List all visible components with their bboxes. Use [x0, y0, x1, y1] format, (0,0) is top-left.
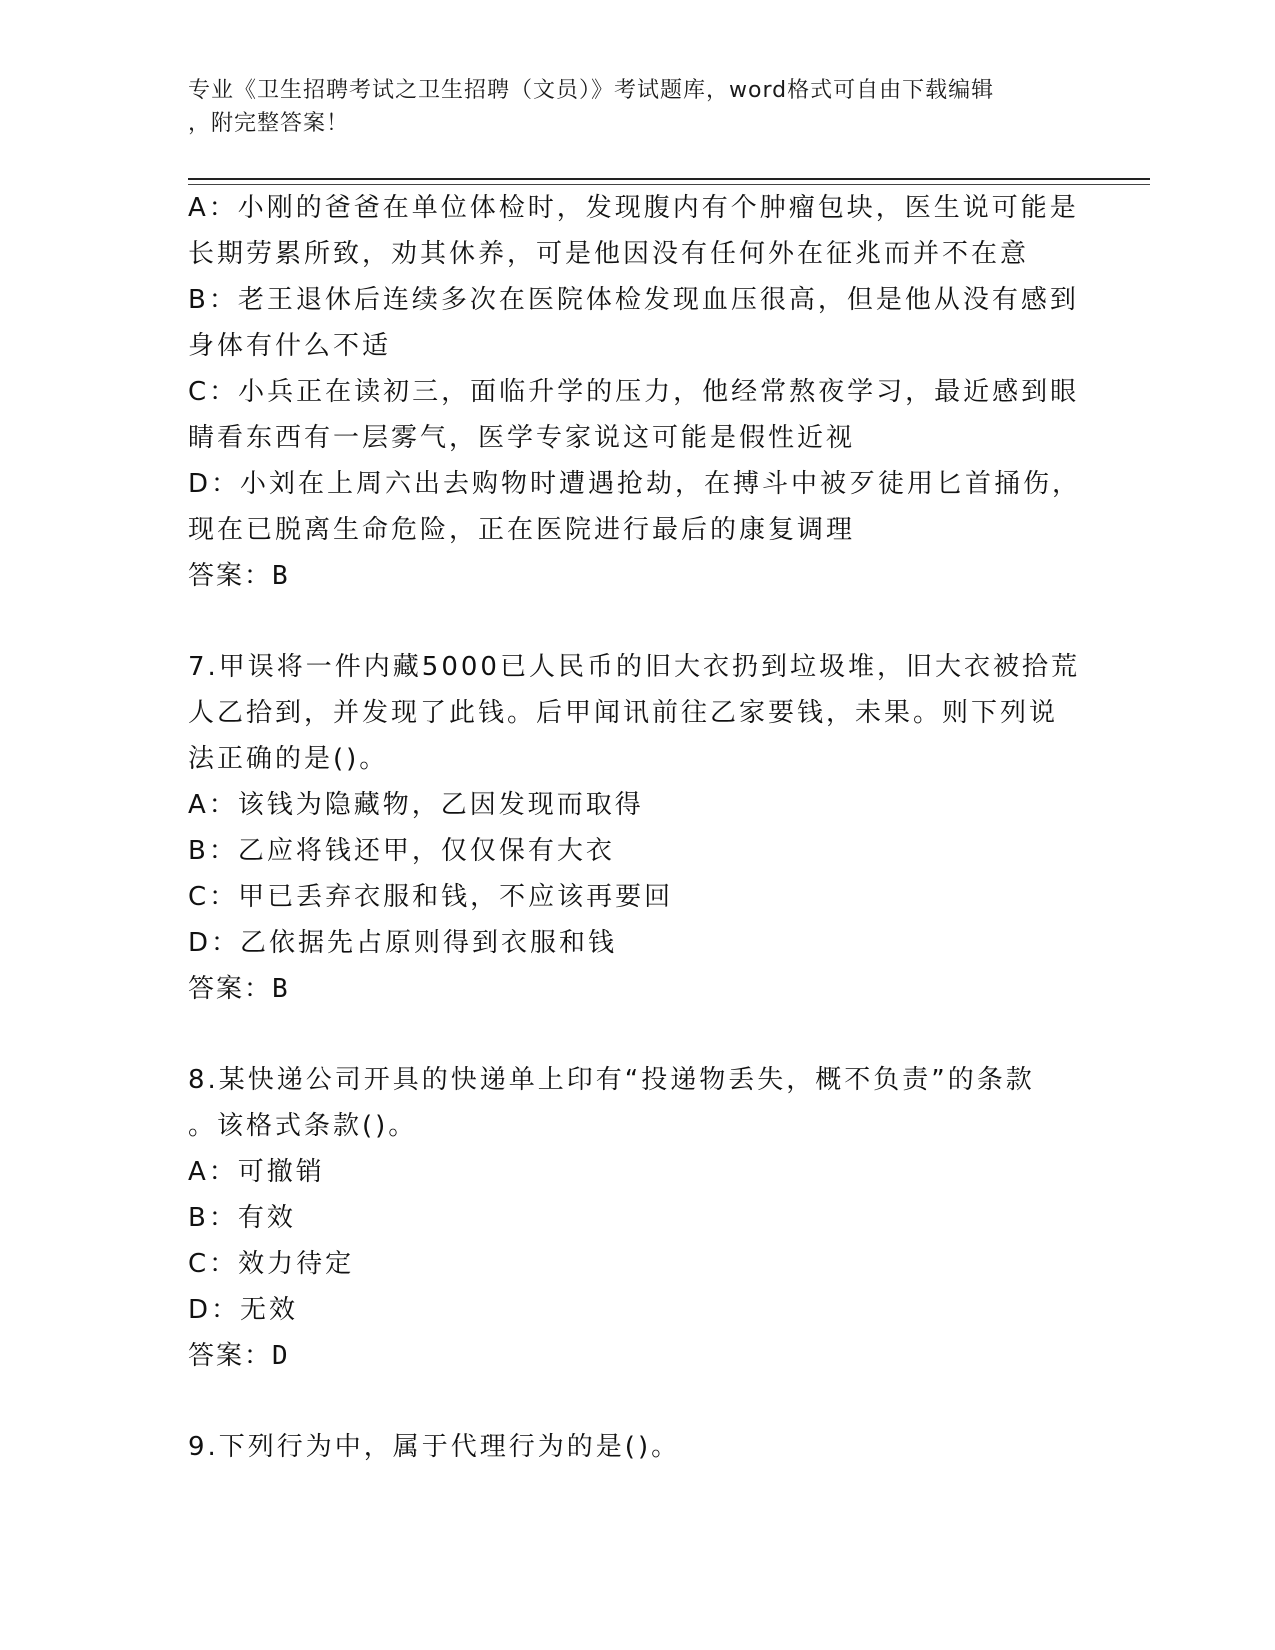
q6-option-b-line-2: 身体有什么不适: [188, 331, 392, 361]
q8-stem-line-1: 8.某快递公司开具的快递单上印有“投递物丢失，概不负责”的条款: [188, 1065, 1035, 1095]
q6-option-b-line-1: B：老王退休后连续多次在医院体检发现血压很高，但是他从没有感到: [188, 285, 1079, 315]
q6-option-a-line-1: A：小刚的爸爸在单位体检时，发现腹内有个肿瘤包块，医生说可能是: [188, 193, 1079, 223]
q8-answer-value: D: [272, 1341, 290, 1371]
q7-option-c: C：甲已丢弃衣服和钱，不应该再要回: [188, 882, 674, 912]
q7-answer-label: 答案：: [188, 974, 273, 1004]
header-rule-thick: [188, 178, 1150, 180]
q7-option-a: A：该钱为隐藏物，乙因发现而取得: [188, 790, 644, 820]
document-body: [188, 185, 1088, 1470]
q6-answer-label: 答案：: [188, 561, 273, 591]
q7-stem-line-3: 法正确的是()。: [188, 744, 389, 774]
q6-option-d-line-2: 现在已脱离生命危险，正在医院进行最后的康复调理: [188, 515, 856, 545]
q9-stem-line-1: 9.下列行为中，属于代理行为的是()。: [188, 1432, 681, 1462]
q8-option-a: A：可撤销: [188, 1157, 325, 1187]
q7-stem-line-1: 7.甲误将一件内藏5000已人民币的旧大衣扔到垃圾堆，旧大衣被拾荒: [188, 652, 1080, 682]
q6-answer-value: B: [272, 561, 290, 591]
spacer: [188, 1379, 1088, 1424]
header-line-2: ，附完整答案！: [188, 111, 350, 136]
q8-option-c: C：效力待定: [188, 1249, 355, 1279]
q8-stem-line-2: 。该格式条款()。: [188, 1111, 418, 1141]
page-header: [188, 74, 1068, 140]
header-line-1: 专业《卫生招聘考试之卫生招聘（文员）》考试题库，word格式可自由下载编辑: [188, 78, 995, 103]
question-6-tail: [188, 185, 1088, 599]
q8-answer: [188, 1333, 1088, 1379]
q8-option-d: D：无效: [188, 1295, 299, 1325]
question-8: [188, 1057, 1088, 1379]
q6-option-a-line-2: 长期劳累所致，劝其休养，可是他因没有任何外在征兆而并不在意: [188, 239, 1030, 269]
q8-option-b: B：有效: [188, 1203, 296, 1233]
q7-option-d: D：乙依据先占原则得到衣服和钱: [188, 928, 618, 958]
q6-option-c-line-2: 睛看东西有一层雾气，医学专家说这可能是假性近视: [188, 423, 856, 453]
spacer: [188, 599, 1088, 644]
q7-answer: [188, 966, 1088, 1012]
q7-answer-value: B: [272, 974, 290, 1004]
q8-answer-label: 答案：: [188, 1341, 273, 1371]
q6-option-d-line-1: D：小刘在上周六出去购物时遭遇抢劫，在搏斗中被歹徒用匕首捅伤，: [188, 469, 1082, 499]
q6-answer: [188, 553, 1088, 599]
question-7: [188, 644, 1088, 1012]
q7-option-b: B：乙应将钱还甲，仅仅保有大衣: [188, 836, 615, 866]
question-9: [188, 1424, 1088, 1470]
spacer: [188, 1012, 1088, 1057]
q7-stem-line-2: 人乙拾到，并发现了此钱。后甲闻讯前往乙家要钱，未果。则下列说: [188, 698, 1059, 728]
q6-option-c-line-1: C：小兵正在读初三，面临升学的压力，他经常熬夜学习，最近感到眼: [188, 377, 1080, 407]
